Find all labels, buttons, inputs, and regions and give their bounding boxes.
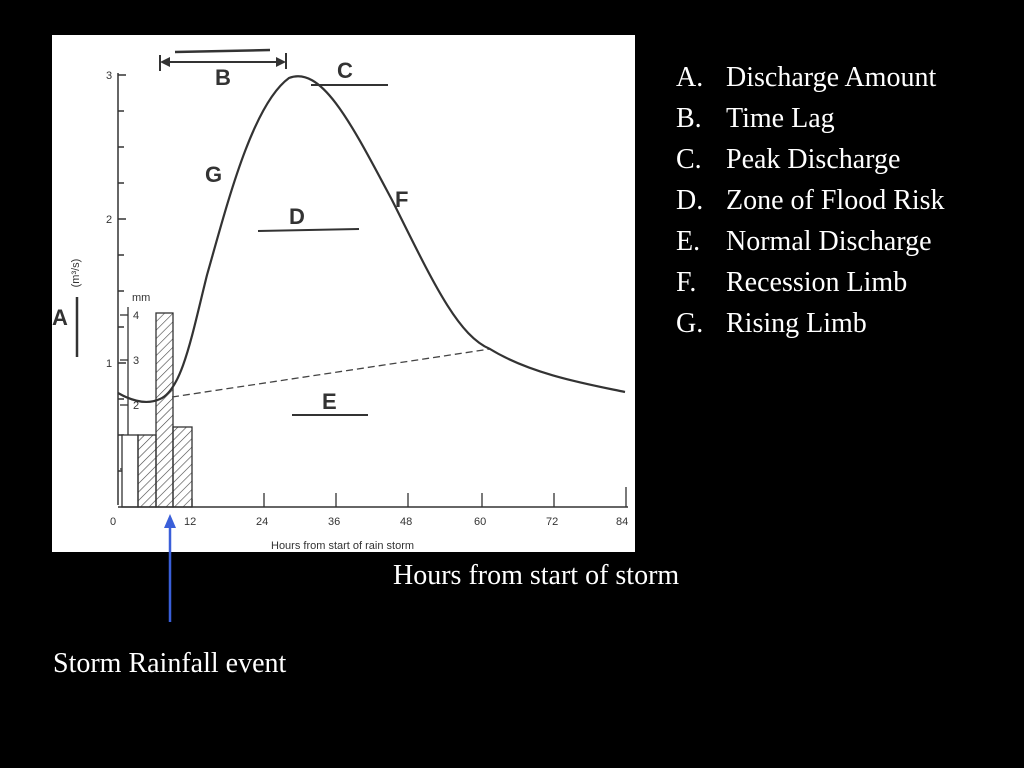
rain-unit: mm xyxy=(132,292,151,304)
rainfall-bar-4 xyxy=(173,427,192,507)
y-axis-unit: (m³/s) xyxy=(70,258,82,288)
legend-item-f: F. Recession Limb xyxy=(676,267,908,298)
label-b-top-bar xyxy=(175,50,270,52)
label-d: D xyxy=(289,204,305,229)
rain-tick-3: 3 xyxy=(133,355,140,367)
x-tick-24: 24 xyxy=(256,516,269,528)
x-tick-48: 48 xyxy=(400,516,413,528)
legend-item-d: D. Zone of Flood Risk xyxy=(676,185,945,216)
legend-item-g: G. Rising Limb xyxy=(676,308,867,339)
legend-list xyxy=(676,57,945,344)
rainfall-bar-1 xyxy=(122,435,138,507)
rainfall-bar-2 xyxy=(138,435,156,507)
rainfall-bar-3 xyxy=(156,313,173,507)
x-axis-ticks xyxy=(192,487,626,507)
legend-item-b: B. Time Lag xyxy=(676,103,835,134)
rain-tick-2: 2 xyxy=(133,400,140,412)
label-b: B xyxy=(215,65,231,90)
legend-item-e: E. Normal Discharge xyxy=(676,226,932,257)
label-c: C xyxy=(337,58,353,83)
x-axis-label: Hours from start of rain storm xyxy=(271,540,415,552)
x-tick-60: 60 xyxy=(474,516,487,528)
label-a: A xyxy=(52,305,68,330)
label-g: G xyxy=(205,162,223,187)
storm-rainfall-caption: Storm Rainfall event xyxy=(53,648,287,679)
label-e: E xyxy=(322,389,337,414)
storm-arrow-icon xyxy=(150,512,190,624)
y-tick-1: 1 xyxy=(106,358,113,370)
y-tick-2: 2 xyxy=(106,214,113,226)
y-tick-3: 3 xyxy=(106,70,113,82)
label-f: F xyxy=(395,187,409,212)
x-tick-72: 72 xyxy=(546,516,559,528)
x-tick-84: 84 xyxy=(616,516,629,528)
rain-tick-4: 4 xyxy=(133,310,140,322)
discharge-curve xyxy=(118,76,625,402)
x-tick-12: 12 xyxy=(184,516,197,528)
hydrograph-panel xyxy=(52,35,635,552)
x-tick-0: 0 xyxy=(110,516,117,528)
x-axis-caption: Hours from start of storm xyxy=(393,560,680,591)
label-d-bar xyxy=(258,229,359,231)
legend-item-a: A. Discharge Amount xyxy=(676,62,937,93)
hydrograph-diagram xyxy=(52,35,635,552)
y-axis-minor-ticks xyxy=(118,75,126,471)
x-tick-36: 36 xyxy=(328,516,341,528)
legend-item-c: C. Peak Discharge xyxy=(676,144,901,175)
